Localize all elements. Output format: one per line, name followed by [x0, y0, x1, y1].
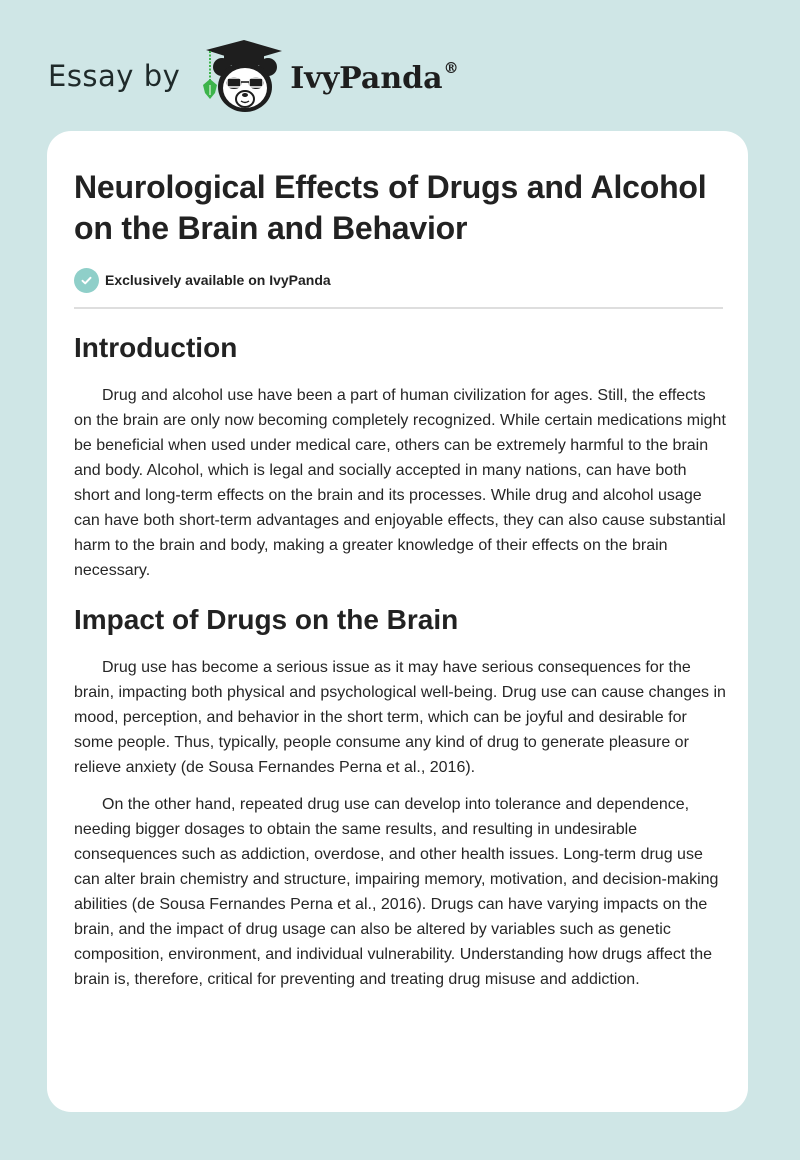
paragraph: Drug use has become a serious issue as it may have serious consequences for the brain, impacting both physical and psychological well-being. Drug use can cause changes in mood, perception, and behavior in the short term, which can be joyful and desirable for some people. Thus, typically, people consume any kind of drug to generate pleasure or relieve anxiety (de Sousa Fernandes Perna et al., 2016).: [74, 659, 726, 776]
paragraph: Drug and alcohol use have been a part of human civilization for ages. Still, the effects on the brain are only now becoming completely recognized. While certain medications might be beneficial when used under medical care, others can be extremely harmful to the brain and body. Alcohol, which is legal and socially accepted in many nations, can have both short and long-term effects on the brain and its processes. While drug and alcohol usage can have both short-term advantages and enjoyable effects, they can also cause substantial harm to the brain and body, making a greater knowledge of their effects on the brain necessary.: [74, 387, 726, 579]
essay-by-label: Essay by: [48, 59, 181, 93]
section-heading: Impact of Drugs on the Brain: [74, 604, 459, 635]
exclusive-badge: [74, 267, 721, 293]
page-title: Neurological Effects of Drugs and Alcohol on the Brain and Behavior: [74, 169, 707, 246]
essay-card: [47, 131, 748, 1112]
brand-name: IvyPanda: [290, 60, 443, 96]
title-divider: [74, 307, 723, 309]
ivypanda-logo-text[interactable]: [290, 58, 459, 96]
section-introduction: [74, 331, 726, 583]
panda-graduation-cap-icon[interactable]: [194, 33, 286, 117]
registered-mark: ®: [443, 58, 459, 77]
paragraph: On the other hand, repeated drug use can develop into tolerance and dependence, needing bigger dosages to obtain the same results, and resulting in undesirable consequences such as addiction, overdose, and other health issues. Long-term drug use can alter brain chemistry and structure, impairing memory, motivation, and decision-making abilities (de Sousa Fernandes Perna et al., 2016). Drugs can have varying impacts on the brain, and the impact of drug usage can also be altered by variables such as genetic composition, environment, and individual vulnerability. Understanding how drugs affect the brain is, therefore, critical for preventing and treating drug misuse and addiction.: [74, 796, 719, 988]
section-heading: Introduction: [74, 332, 238, 363]
brand-header: [48, 30, 459, 120]
section-impact-of-drugs: [74, 603, 726, 992]
check-circle-icon: [74, 268, 99, 293]
exclusive-label: Exclusively available on IvyPanda: [105, 272, 331, 288]
